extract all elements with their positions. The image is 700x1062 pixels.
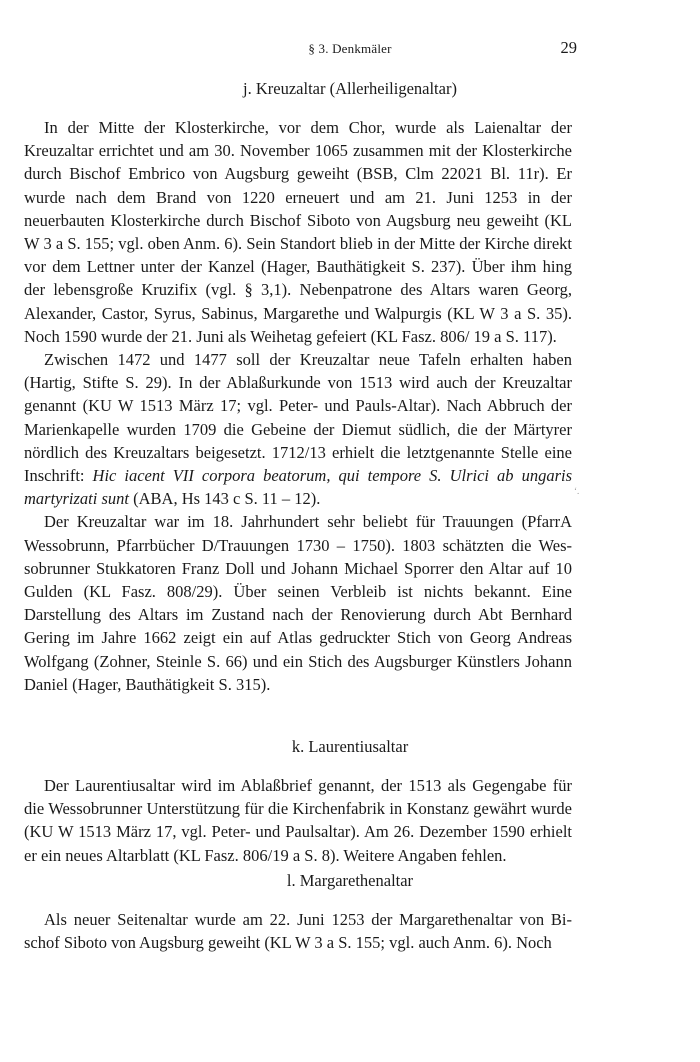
page-number: 29 [560, 38, 577, 57]
paragraph: Der Kreuzaltar war im 18. Jahrhundert sehr beliebt für Trauungen (PfarrA Wessobrunn, Pfarrbücher D/Trauungen 1730 – 1750). 1803 schätzten die Wessobrunner Stukkatoren Franz Doll und Johann Michael Sporrer den Altar auf 10 Gulden (KL Fasz. 808/29). Über seinen Verbleib ist nichts bekannt. Eine Darstellung des Altars im Zustand nach der Renovierung durch Abt Bernhard Gering im Jahre 1662 zeigt ein auf Atlas gedruckter Stich von Georg Andreas Wolfgang (Zohner, Steinle S. 66) und ein Stich des Augsburger Künstlers Johann Daniel (Hager, Bauthätigkeit S. 315). [24, 512, 572, 694]
section-heading-laurentiusaltar: k. Laurentiusaltar [291, 737, 409, 756]
section-heading-margarethenaltar: l. Margarethenaltar [286, 871, 414, 890]
paragraph: Der Laurentiusaltar wird im Ablaßbrief genannt, der 1513 als Gegengabe für die Wessobrunner Unterstützung für die Kirchenfabrik in Konstanz gewährt wurde (KU W 1513 März 17, vgl. Peter- und Paulsaltar). Am 26. Dezember 1590 erhielt er ein neues Altarblatt (KL Fasz. 806/19 a S. 8). Weitere Angaben fehlen. [24, 776, 572, 865]
section-body-margarethenaltar [24, 908, 572, 954]
paragraph [24, 348, 572, 510]
paragraph-text: Zwischen 1472 und 1477 soll der Kreuzaltar neue Tafeln erhalten haben (Hartig, Stifte S. 29). In der Ablaßurkunde von 1513 wird auch der Kreuzaltar genannt (KU W 1513 März 17; vgl. Peter- und Pauls-Altar). Nach Abbruch der Marienkapelle wurden 1709 die Gebeine der Diemut südlich, die der Märtyrer nördlich des Kreuzaltars beigesetzt. 1712/13 erhielt die letztgenannte Stelle eine Inschrift: [24, 350, 572, 486]
running-header [0, 38, 700, 60]
paragraph-text: (ABA, Hs 143 c S. 11 – 12). [128, 489, 321, 509]
margin-mark: ʻ. [574, 486, 580, 496]
paragraph: In der Mitte der Klosterkirche, vor dem Chor, wurde als Laienaltar der Kreuzaltar errichtet und am 30. November 1065 zusammen mit der Klosterkirche durch Bischof Embrico von Augsburg geweiht (BSB, Clm 22021 Bl. 11r). Er wurde nach dem Brand von 1220 erneuert und am 21. Juni 1253 in der neuerbauten Klosterkirche durch Bischof Siboto von Augsburg neu geweiht (KL W 3 a S. 155; vgl. oben Anm. 6). Sein Standort blieb in der Mitte der Kirche direkt vor dem Lettner unter der Kanzel (Hager, Bauthätigkeit S. 237). Über ihm hing der lebensgroße Kruzifix (vgl. § 3,1). Nebenpatrone des Altars waren Georg, Alexander, Castor, Syrus, Sabinus, Margarethe und Walpurgis (KL W 3 a S. 35). Noch 1590 wurde der 21. Juni als Weihetag gefeiert (KL Fasz. 806/ 19 a S. 117). [24, 118, 572, 346]
section-heading-kreuzaltar: j. Kreuzaltar (Allerheiligenaltar) [243, 79, 457, 98]
latin-inscription: Hic iacent VII corpora beatorum, qui tempore S. Ulrici ab ungaris martyrizati sunt [24, 466, 572, 509]
section-body-laurentiusaltar [24, 774, 572, 867]
paragraph: Als neuer Seitenaltar wurde am 22. Juni 1253 der Margarethenaltar von Bischof Siboto von Augsburg geweiht (KL W 3 a S. 155; vgl. auch Anm. 6). Noch [24, 910, 572, 953]
running-title: § 3. Denkmäler [308, 41, 392, 56]
section-body-kreuzaltar [24, 116, 572, 696]
